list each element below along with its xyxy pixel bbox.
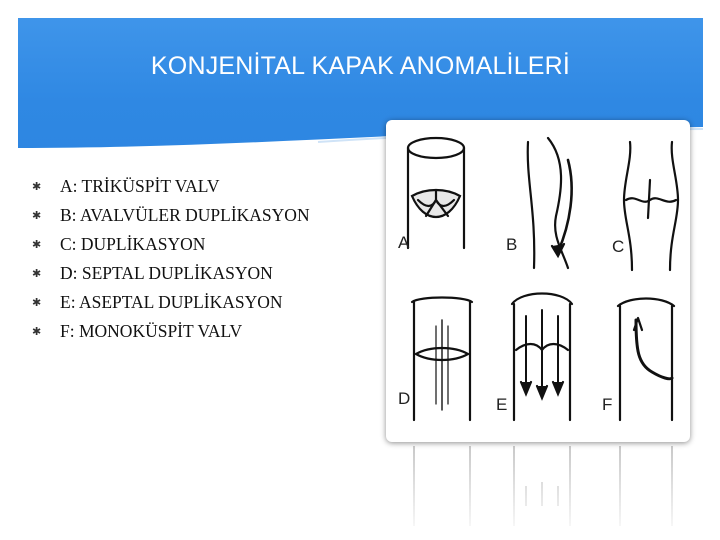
panel-label-d: D: [398, 389, 411, 408]
panel-label-b: B: [506, 235, 518, 254]
bullet-text: B: AVALVÜLER DUPLİKASYON: [60, 205, 310, 225]
panel-a-tricuspid-valve-drawing: [408, 138, 464, 248]
bullet-item: [32, 259, 310, 288]
bullet-text: D: SEPTAL DUPLİKASYON: [60, 263, 273, 283]
asterisk-bullet-icon: ✱: [32, 267, 42, 280]
asterisk-bullet-icon: ✱: [32, 209, 42, 222]
panel-label-e: E: [496, 395, 508, 414]
illustration-reflection: [386, 446, 690, 540]
panel-e-aseptal-duplication-drawing: [512, 294, 572, 421]
asterisk-bullet-icon: ✱: [32, 296, 42, 309]
panel-b-avalvular-duplication-drawing: [528, 138, 572, 268]
bullet-text: F: MONOKÜSPİT VALV: [60, 321, 243, 341]
valve-anomalies-illustration: [386, 120, 690, 442]
panel-label-c: C: [612, 237, 625, 256]
asterisk-bullet-icon: ✱: [32, 180, 42, 193]
asterisk-bullet-icon: ✱: [32, 238, 42, 251]
bullet-item: [32, 288, 310, 317]
bullet-text: E: ASEPTAL DUPLİKASYON: [60, 292, 283, 312]
panel-f-monocuspid-valve-drawing: [618, 299, 674, 421]
bullet-text: C: DUPLİKASYON: [60, 234, 206, 254]
asterisk-bullet-icon: ✱: [32, 325, 42, 338]
bullet-item: [32, 201, 310, 230]
bullet-item: [32, 172, 310, 201]
panel-c-duplication-drawing: [624, 142, 678, 270]
panel-label-f: F: [602, 395, 613, 414]
bullet-text: A: TRİKÜSPİT VALV: [60, 176, 220, 196]
panel-label-a: A: [398, 233, 410, 252]
bullet-item: [32, 230, 310, 259]
panel-d-septal-duplication-drawing: [412, 298, 472, 421]
slide-title: KONJENİTAL KAPAK ANOMALİLERİ: [150, 52, 571, 80]
bullet-item: [32, 317, 310, 346]
bullet-list: [32, 172, 310, 346]
